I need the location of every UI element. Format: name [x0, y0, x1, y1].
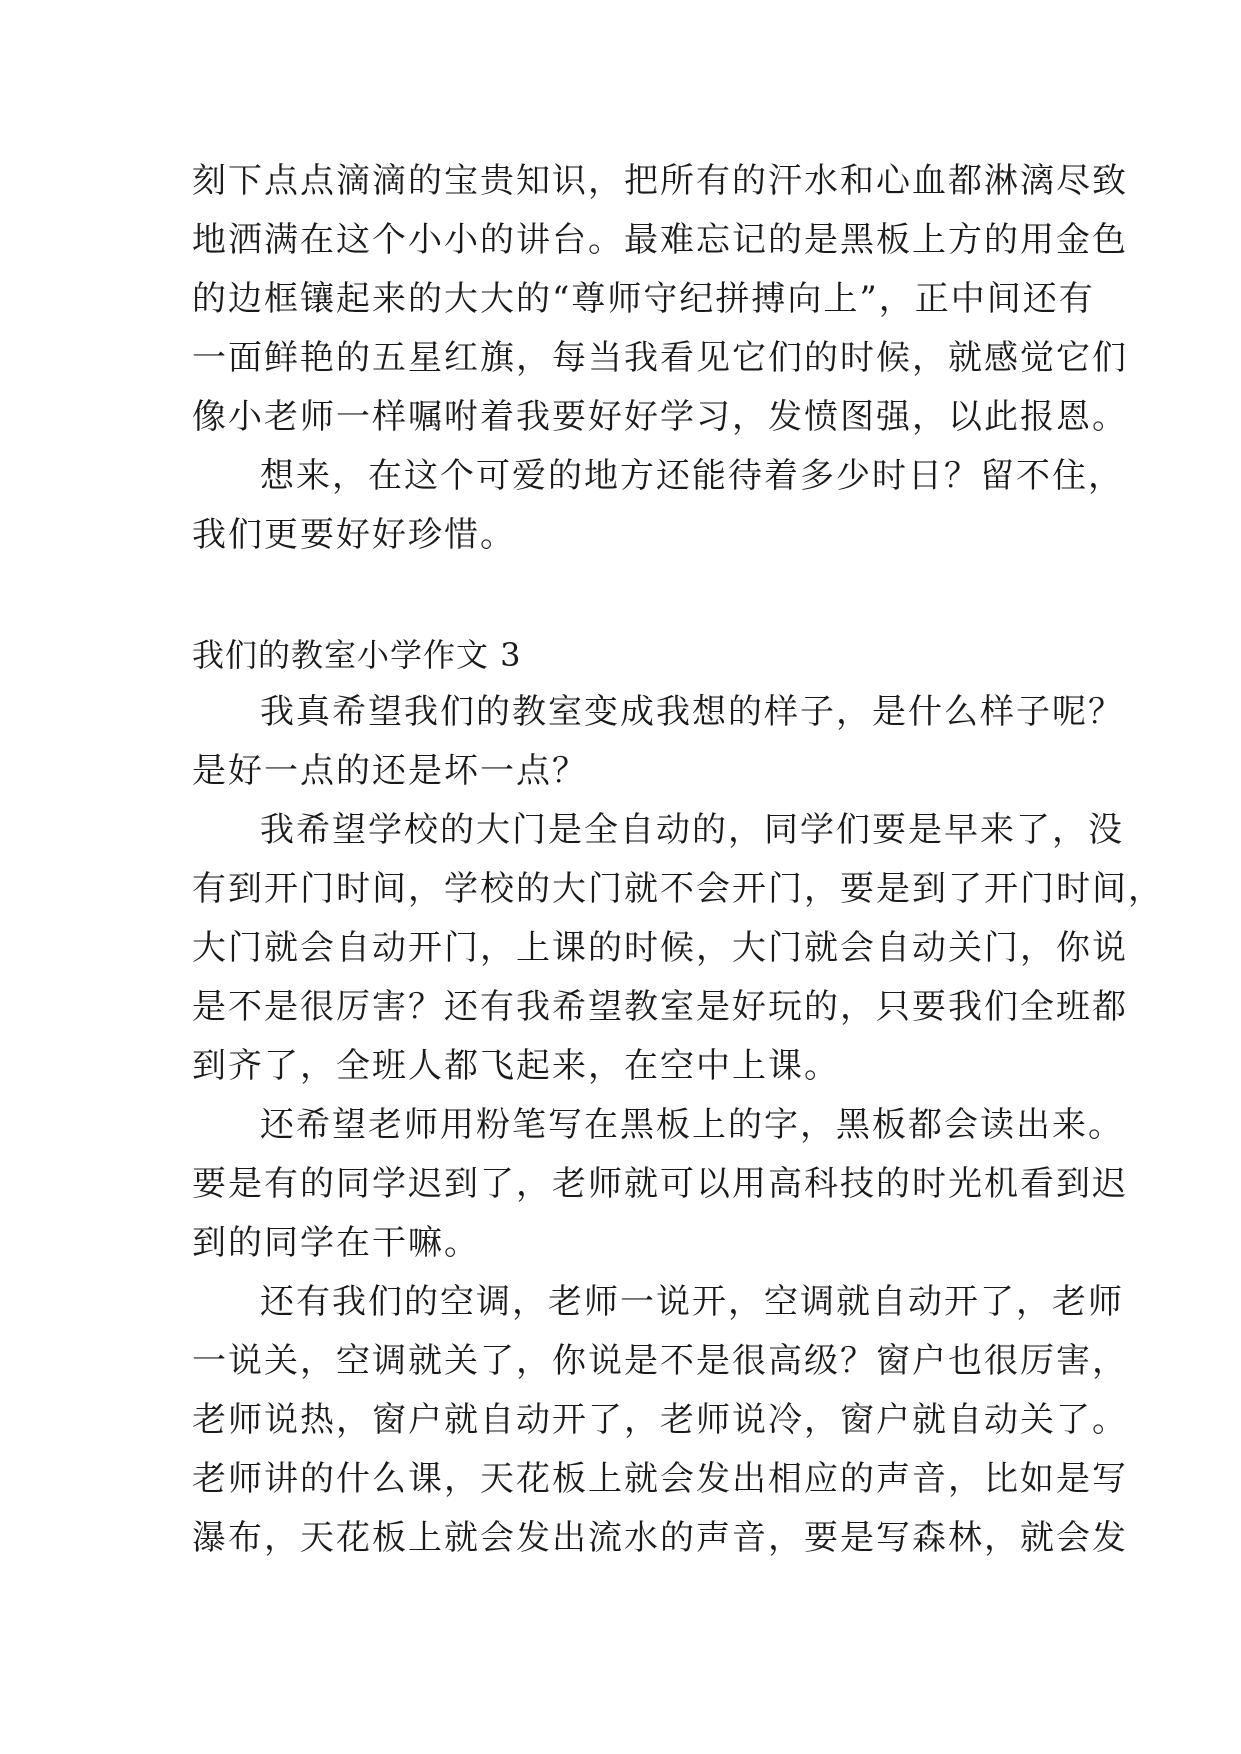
text-line: 还希望老师用粉笔写在黑板上的字，黑板都会读出来。 [260, 1105, 1124, 1145]
text-line: 一面鲜艳的五星红旗，每当我看见它们的时候，就感觉它们 [192, 338, 1128, 378]
text-line: 老师讲的什么课，天花板上就会发出相应的声音，比如是写 [192, 1459, 1128, 1499]
text-line: 地洒满在这个小小的讲台。最难忘记的是黑板上方的用金色 [192, 220, 1128, 260]
text-line: 瀑布，天花板上就会发出流水的声音，要是写森林，就会发 [192, 1518, 1128, 1558]
text-line: 想来，在这个可爱的地方还能待着多少时日？留不住， [260, 456, 1124, 496]
section-gap [192, 565, 1072, 627]
text-line: 老师说热，窗户就自动开了，老师说冷，窗户就自动关了。 [192, 1400, 1128, 1440]
text-line: 我希望学校的大门是全自动的，同学们要是早来了，没 [260, 810, 1124, 850]
text-line: 有到开门时间，学校的大门就不会开门，要是到了开门时间， [192, 869, 1164, 909]
text-line: 我真希望我们的教室变成我想的样子，是什么样子呢？ [260, 692, 1124, 732]
text-line: 我们更要好好珍惜。 [192, 515, 516, 555]
section-title: 我们的教室小学作文 3 [192, 636, 522, 674]
text-line: 的边框镶起来的大大的“尊师守纪拼搏向上”，正中间还有 [192, 279, 1095, 319]
text-line: 是好一点的还是坏一点？ [192, 751, 588, 791]
text-line: 是不是很厉害？还有我希望教室是好玩的，只要我们全班都 [192, 987, 1128, 1027]
essay-text [192, 152, 1164, 1568]
text-line: 一说关，空调就关了，你说是不是很高级？窗户也很厉害， [192, 1341, 1128, 1381]
text-line: 到的同学在干嘛。 [192, 1223, 480, 1263]
text-line: 像小老师一样嘱咐着我要好好学习，发愤图强，以此报恩。 [192, 397, 1128, 437]
text-line: 要是有的同学迟到了，老师就可以用高科技的时光机看到迟 [192, 1164, 1128, 1204]
text-line: 大门就会自动开门，上课的时候，大门就会自动关门，你说 [192, 928, 1128, 968]
text-line: 到齐了，全班人都飞起来，在空中上课。 [192, 1046, 840, 1086]
text-line: 还有我们的空调，老师一说开，空调就自动开了，老师 [260, 1282, 1124, 1322]
text-line: 刻下点点滴滴的宝贵知识，把所有的汗水和心血都淋漓尽致 [192, 161, 1128, 201]
